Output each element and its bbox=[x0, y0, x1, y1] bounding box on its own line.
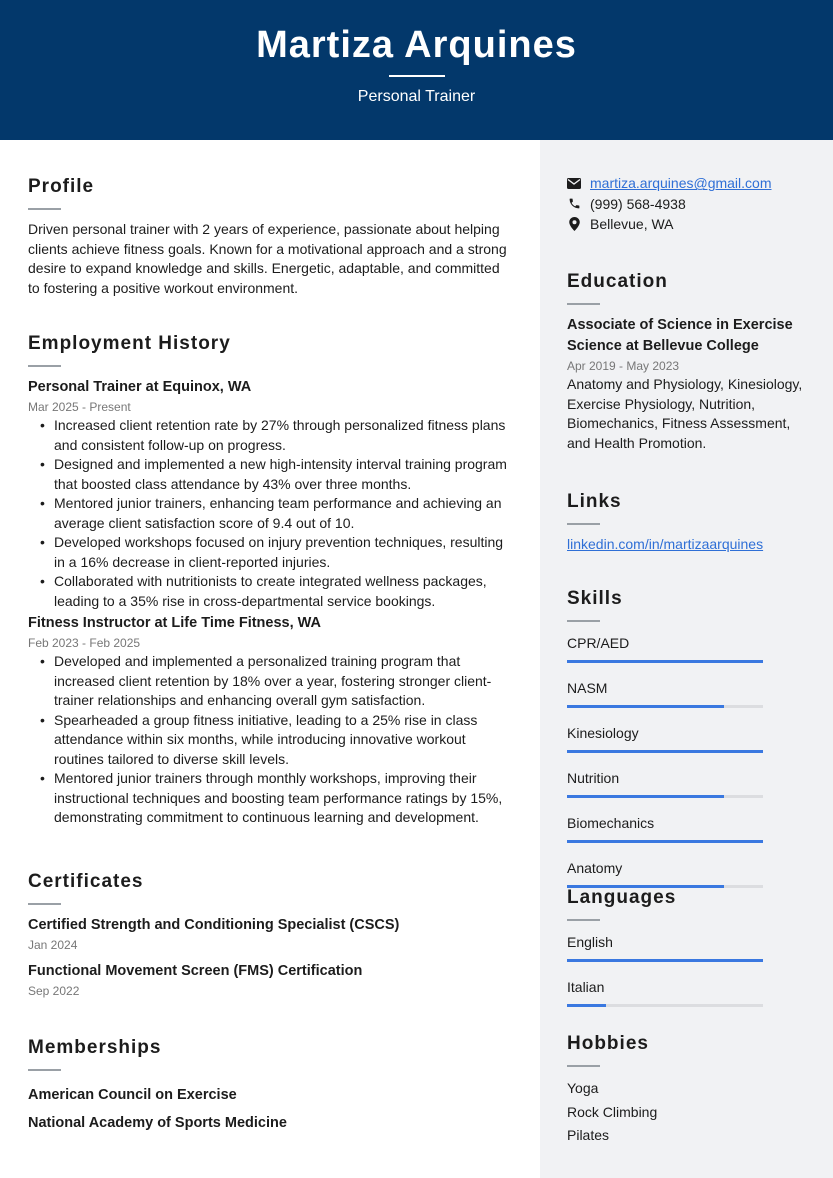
location-text: Bellevue, WA bbox=[590, 216, 674, 233]
section-divider bbox=[567, 303, 600, 305]
contact-section bbox=[567, 173, 812, 235]
links-section bbox=[567, 491, 812, 555]
skill-bar-fill bbox=[567, 795, 724, 798]
skills-heading: Skills bbox=[567, 588, 623, 609]
section-divider bbox=[28, 1069, 61, 1071]
phone-icon bbox=[567, 197, 581, 211]
section-divider bbox=[567, 919, 600, 921]
education-degree: Associate of Science in Exercise Science at Bellevue College bbox=[567, 317, 793, 354]
section-divider bbox=[28, 903, 61, 905]
language-name: English bbox=[567, 934, 613, 950]
certificates-section bbox=[28, 871, 508, 1000]
job-bullets bbox=[40, 652, 508, 828]
hobby-item: Rock Climbing bbox=[567, 1103, 658, 1120]
profile-heading: Profile bbox=[28, 176, 95, 197]
skill-bar bbox=[567, 795, 763, 798]
job-dates: Feb 2023 - Feb 2025 bbox=[28, 636, 141, 650]
hobbies-section bbox=[567, 1033, 812, 1148]
skill-name: Nutrition bbox=[567, 770, 620, 786]
job-entry bbox=[28, 377, 508, 611]
languages-heading: Languages bbox=[567, 887, 677, 908]
education-section bbox=[567, 271, 812, 453]
section-divider bbox=[567, 523, 600, 525]
map-pin-icon bbox=[567, 217, 581, 231]
envelope-icon bbox=[567, 176, 581, 190]
certificates-heading: Certificates bbox=[28, 871, 144, 892]
job-entry bbox=[28, 613, 508, 828]
candidate-title: Personal Trainer bbox=[357, 88, 476, 105]
skill-bar-fill bbox=[567, 660, 763, 663]
job-bullet: • Increased client retention rate by 27% through personalized fitness plans and consistent follow-up on progress. bbox=[40, 416, 508, 455]
skill-name: Biomechanics bbox=[567, 815, 655, 831]
skills-section bbox=[567, 588, 812, 903]
job-title: Fitness Instructor at Life Time Fitness, WA bbox=[28, 615, 322, 631]
contact-phone-row bbox=[567, 194, 812, 215]
contact-location-row bbox=[567, 214, 812, 235]
email-link[interactable]: martiza.arquines@gmail.com bbox=[590, 175, 772, 192]
education-dates: Apr 2019 - May 2023 bbox=[567, 359, 680, 373]
contact-email-row bbox=[567, 173, 812, 194]
job-dates: Mar 2025 - Present bbox=[28, 400, 131, 414]
section-divider bbox=[567, 620, 600, 622]
skill-item bbox=[567, 723, 812, 753]
languages-section bbox=[567, 887, 812, 1022]
linkedin-link[interactable]: linkedin.com/in/martizaarquines bbox=[567, 536, 764, 552]
certificate-date: Sep 2022 bbox=[28, 984, 80, 998]
skill-bar bbox=[567, 750, 763, 753]
skill-item bbox=[567, 858, 812, 888]
education-details: Anatomy and Physiology, Kinesiology, Exercise Physiology, Nutrition, Biomechanics, Fitness Assessment, and Health Promotion. bbox=[567, 376, 803, 451]
skill-name: CPR/AED bbox=[567, 635, 630, 651]
skill-item bbox=[567, 678, 812, 708]
section-divider bbox=[28, 365, 61, 367]
job-bullet: • Developed workshops focused on injury prevention techniques, resulting in a 16% decrease in client-reported injuries. bbox=[40, 533, 508, 572]
section-divider bbox=[28, 208, 61, 210]
skill-bar-fill bbox=[567, 840, 763, 843]
memberships-section bbox=[28, 1037, 508, 1137]
skill-bar-fill bbox=[567, 750, 763, 753]
skill-bar bbox=[567, 705, 763, 708]
certificate-name: Certified Strength and Conditioning Specialist (CSCS) bbox=[28, 917, 400, 933]
memberships-heading: Memberships bbox=[28, 1037, 162, 1058]
job-bullet: • Developed and implemented a personalized training program that increased client retention by 18% over a year, fostering stronger client-trainer relationships and enhancing overall gym satisfaction. bbox=[40, 652, 508, 711]
skill-name: NASM bbox=[567, 680, 608, 696]
language-item bbox=[567, 932, 812, 962]
links-heading: Links bbox=[567, 491, 622, 512]
language-bar bbox=[567, 959, 763, 962]
section-divider bbox=[567, 1065, 600, 1067]
certificate-item bbox=[28, 915, 508, 954]
language-bar-fill bbox=[567, 959, 763, 962]
membership-item: National Academy of Sports Medicine bbox=[28, 1115, 287, 1131]
job-bullet: • Spearheaded a group fitness initiative, leading to a 25% rise in class attendance within six months, while introducing innovative workout routines tailored to diverse skill levels. bbox=[40, 711, 508, 770]
profile-section bbox=[28, 176, 508, 298]
job-bullets bbox=[40, 416, 508, 611]
skill-bar-fill bbox=[567, 705, 724, 708]
job-title: Personal Trainer at Equinox, WA bbox=[28, 379, 252, 395]
skill-name: Anatomy bbox=[567, 860, 623, 876]
phone-text: (999) 568-4938 bbox=[590, 195, 686, 212]
header-divider bbox=[389, 75, 445, 77]
language-name: Italian bbox=[567, 979, 605, 995]
resume-header bbox=[0, 0, 833, 140]
skill-item bbox=[567, 768, 812, 798]
education-heading: Education bbox=[567, 271, 668, 292]
profile-text: Driven personal trainer with 2 years of experience, passionate about helping clients achieve fitness goals. Known for a motivational approach and a strong desire to expand knowledge and skills. Energetic, adaptable, and committed to fostering a positive workout environment. bbox=[28, 221, 507, 296]
job-bullet: • Mentored junior trainers through monthly workshops, improving their instructional techniques and boosting team performance ratings by 15%, demonstrating commitment to continuous learning and development. bbox=[40, 769, 508, 828]
candidate-name: Martiza Arquines bbox=[256, 24, 577, 66]
certificate-date: Jan 2024 bbox=[28, 938, 78, 952]
language-bar bbox=[567, 1004, 763, 1007]
hobby-item: Pilates bbox=[567, 1127, 610, 1143]
employment-heading: Employment History bbox=[28, 333, 231, 354]
skill-item bbox=[567, 813, 812, 843]
hobby-item: Yoga bbox=[567, 1080, 599, 1096]
skills-list bbox=[567, 633, 812, 888]
language-item bbox=[567, 977, 812, 1007]
employment-section bbox=[28, 333, 508, 828]
certificate-name: Functional Movement Screen (FMS) Certification bbox=[28, 963, 363, 979]
membership-item: American Council on Exercise bbox=[28, 1087, 237, 1103]
skill-item bbox=[567, 633, 812, 663]
skill-bar bbox=[567, 660, 763, 663]
hobbies-heading: Hobbies bbox=[567, 1033, 649, 1054]
skill-bar bbox=[567, 840, 763, 843]
job-bullet: • Collaborated with nutritionists to create integrated wellness packages, leading to a 35% rise in cross-departmental service bookings. bbox=[40, 572, 508, 611]
language-bar-fill bbox=[567, 1004, 606, 1007]
certificate-item bbox=[28, 961, 508, 1000]
job-bullet: • Mentored junior trainers, enhancing team performance and achieving an average client satisfaction score of 9.4 out of 10. bbox=[40, 494, 508, 533]
skill-name: Kinesiology bbox=[567, 725, 639, 741]
job-bullet: • Designed and implemented a new high-intensity interval training program that boosted class attendance by 43% over three months. bbox=[40, 455, 508, 494]
